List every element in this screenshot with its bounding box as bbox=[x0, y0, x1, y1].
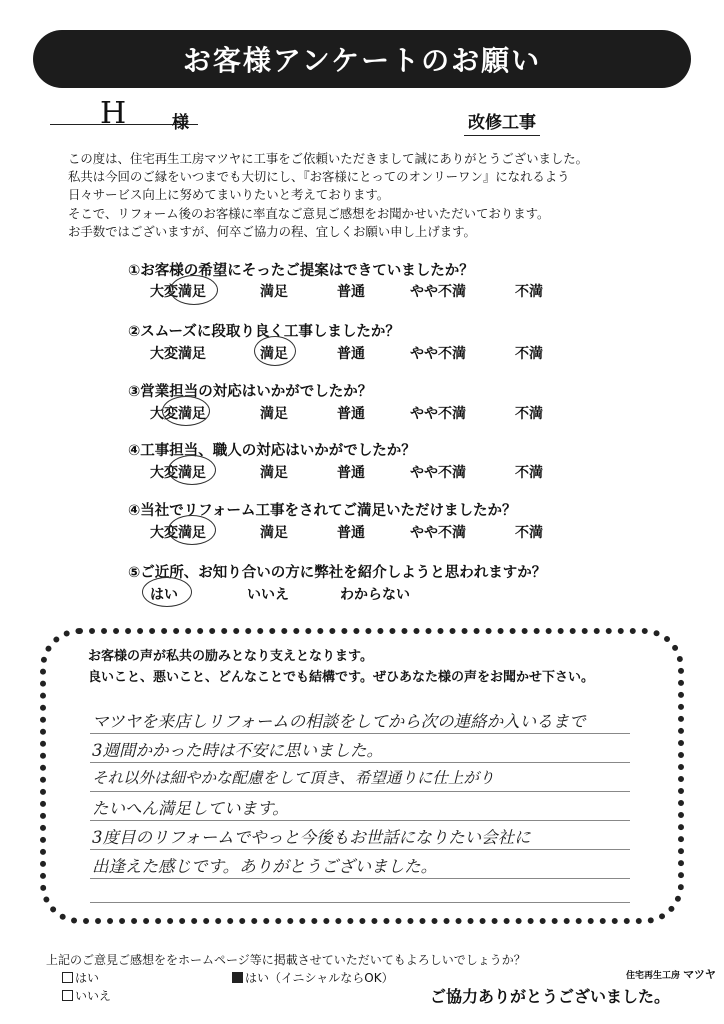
page-title: お客様アンケートのお願い bbox=[182, 44, 542, 77]
q1-option-dissatisfied[interactable]: 不満 bbox=[515, 284, 543, 300]
handwritten-comment-line: 3週間かかった時は不安に思いました。 bbox=[92, 741, 383, 760]
intro-line: この度は、住宅再生工房マツヤに工事をご依頼いただきまして誠にありがとうございました。 bbox=[68, 151, 589, 166]
intro-line: そこで、リフォーム後のお客様に率直なご意見ご感想をお聞かせいただいております。 bbox=[68, 205, 550, 221]
q5-option-neutral[interactable]: 普通 bbox=[337, 525, 365, 541]
permission-option-label: いいえ bbox=[75, 989, 112, 1003]
handwritten-comment-line: 出逢えた感じです。ありがとうございました。 bbox=[92, 857, 438, 876]
checkbox-icon[interactable] bbox=[62, 990, 73, 1001]
q5-option-dissatisfied[interactable]: 不満 bbox=[515, 525, 543, 541]
intro-line: お手数ではございますが、何卒ご協力の程、宜しくお願い申し上げます。 bbox=[68, 223, 476, 239]
intro-line: 日々サービス向上に努めてまいりたいと考えております。 bbox=[68, 187, 390, 203]
question-6: ⑤ご近所、お知り合いの方に弊社を紹介しようと思われますか？ bbox=[128, 565, 547, 581]
q4-option-very-satisfied[interactable]: 大変満足 bbox=[150, 465, 206, 481]
writing-line bbox=[90, 791, 630, 792]
question-2: ②スムーズに段取り良く工事しましたか？ bbox=[128, 324, 400, 340]
q1-option-somewhat-dissatisfied[interactable]: やや不満 bbox=[410, 284, 466, 300]
customer-name: H bbox=[100, 96, 127, 131]
q3-option-very-satisfied[interactable]: 大変満足 bbox=[150, 406, 206, 422]
question-5: ④当社でリフォーム工事をされてご満足いただけましたか？ bbox=[128, 503, 517, 519]
q2-option-somewhat-dissatisfied[interactable]: やや不満 bbox=[410, 346, 466, 362]
permission-option-initial[interactable] bbox=[232, 969, 394, 986]
honorific-label: 様 bbox=[172, 113, 189, 133]
question-1: ①お客様の希望にそったご提案はできていましたか？ bbox=[128, 263, 474, 279]
comment-heading-line: 良いこと、悪いこと、どんなことでも結構です。ぜひあなた様の声をお聞かせ下さい。 bbox=[88, 670, 594, 685]
checked-checkbox-icon[interactable] bbox=[232, 972, 243, 983]
permission-option-label: はい（イニシャルならOK） bbox=[245, 971, 394, 985]
q1-option-very-satisfied[interactable]: 大変満足 bbox=[150, 284, 206, 300]
writing-line bbox=[90, 762, 630, 763]
handwritten-comment-line: 3度目のリフォームでやっと今後もお世話になりたい会社に bbox=[92, 828, 531, 847]
q4-option-satisfied[interactable]: 満足 bbox=[260, 465, 288, 481]
q3-option-somewhat-dissatisfied[interactable]: やや不満 bbox=[410, 406, 466, 422]
writing-line bbox=[90, 849, 630, 850]
comment-box-heading bbox=[88, 646, 594, 688]
q6-option-no[interactable]: いいえ bbox=[247, 587, 289, 603]
permission-option-label: はい bbox=[75, 971, 100, 985]
writing-line bbox=[90, 733, 630, 734]
q4-option-somewhat-dissatisfied[interactable]: やや不満 bbox=[410, 465, 466, 481]
q1-option-neutral[interactable]: 普通 bbox=[337, 284, 365, 300]
q4-option-dissatisfied[interactable]: 不満 bbox=[515, 465, 543, 481]
intro-line: 私共は今回のご縁をいつまでも大切にし、『お客様にとってのオンリーワン』になれるよう bbox=[68, 169, 570, 185]
permission-option-yes[interactable] bbox=[62, 969, 99, 986]
q2-option-satisfied[interactable]: 満足 bbox=[260, 346, 288, 362]
q6-option-yes[interactable]: はい bbox=[150, 587, 178, 603]
question-4: ④工事担当、職人の対応はいかがでしたか？ bbox=[128, 443, 416, 459]
writing-line bbox=[90, 820, 630, 821]
handwritten-comment-line: マツヤを来店しリフォームの相談をしてから次の連絡か入いるまで bbox=[92, 712, 586, 731]
logo-subtitle: 住宅再生工房 bbox=[626, 971, 681, 981]
q2-option-very-satisfied[interactable]: 大変満足 bbox=[150, 346, 206, 362]
writing-line bbox=[90, 902, 630, 903]
writing-line bbox=[90, 878, 630, 879]
intro-paragraph bbox=[68, 150, 668, 241]
project-type: 改修工事 bbox=[464, 108, 540, 136]
comment-heading-line: お客様の声が私共の励みとなり支えとなります。 bbox=[88, 649, 373, 664]
q4-option-neutral[interactable]: 普通 bbox=[337, 465, 365, 481]
company-logo bbox=[626, 966, 716, 982]
permission-question: 上記のご意見ご感想ををホームページ等に掲載させていただいてもよろしいでしょうか？ bbox=[46, 953, 526, 967]
q3-option-satisfied[interactable]: 満足 bbox=[260, 406, 288, 422]
q5-option-satisfied[interactable]: 満足 bbox=[260, 525, 288, 541]
logo-name: マツヤ bbox=[683, 968, 716, 981]
handwritten-comment-line: たいへん満足しています。 bbox=[92, 799, 289, 818]
thank-you-message: ご協力ありがとうございました。 bbox=[430, 987, 671, 1006]
q3-option-neutral[interactable]: 普通 bbox=[337, 406, 365, 422]
permission-option-no[interactable] bbox=[62, 987, 111, 1004]
q1-option-satisfied[interactable]: 満足 bbox=[260, 284, 288, 300]
q3-option-dissatisfied[interactable]: 不満 bbox=[515, 406, 543, 422]
q5-option-very-satisfied[interactable]: 大変満足 bbox=[150, 525, 206, 541]
checkbox-icon[interactable] bbox=[62, 972, 73, 983]
survey-title-banner bbox=[33, 30, 691, 88]
handwritten-comment-line: それ以外は細やかな配慮をして頂き、希望通りに仕上がり bbox=[92, 769, 495, 787]
question-3: ③営業担当の対応はいかがでしたか？ bbox=[128, 384, 373, 400]
q2-option-neutral[interactable]: 普通 bbox=[337, 346, 365, 362]
q2-option-dissatisfied[interactable]: 不満 bbox=[515, 346, 543, 362]
q5-option-somewhat-dissatisfied[interactable]: やや不満 bbox=[410, 525, 466, 541]
q6-option-unsure[interactable]: わからない bbox=[340, 587, 410, 603]
